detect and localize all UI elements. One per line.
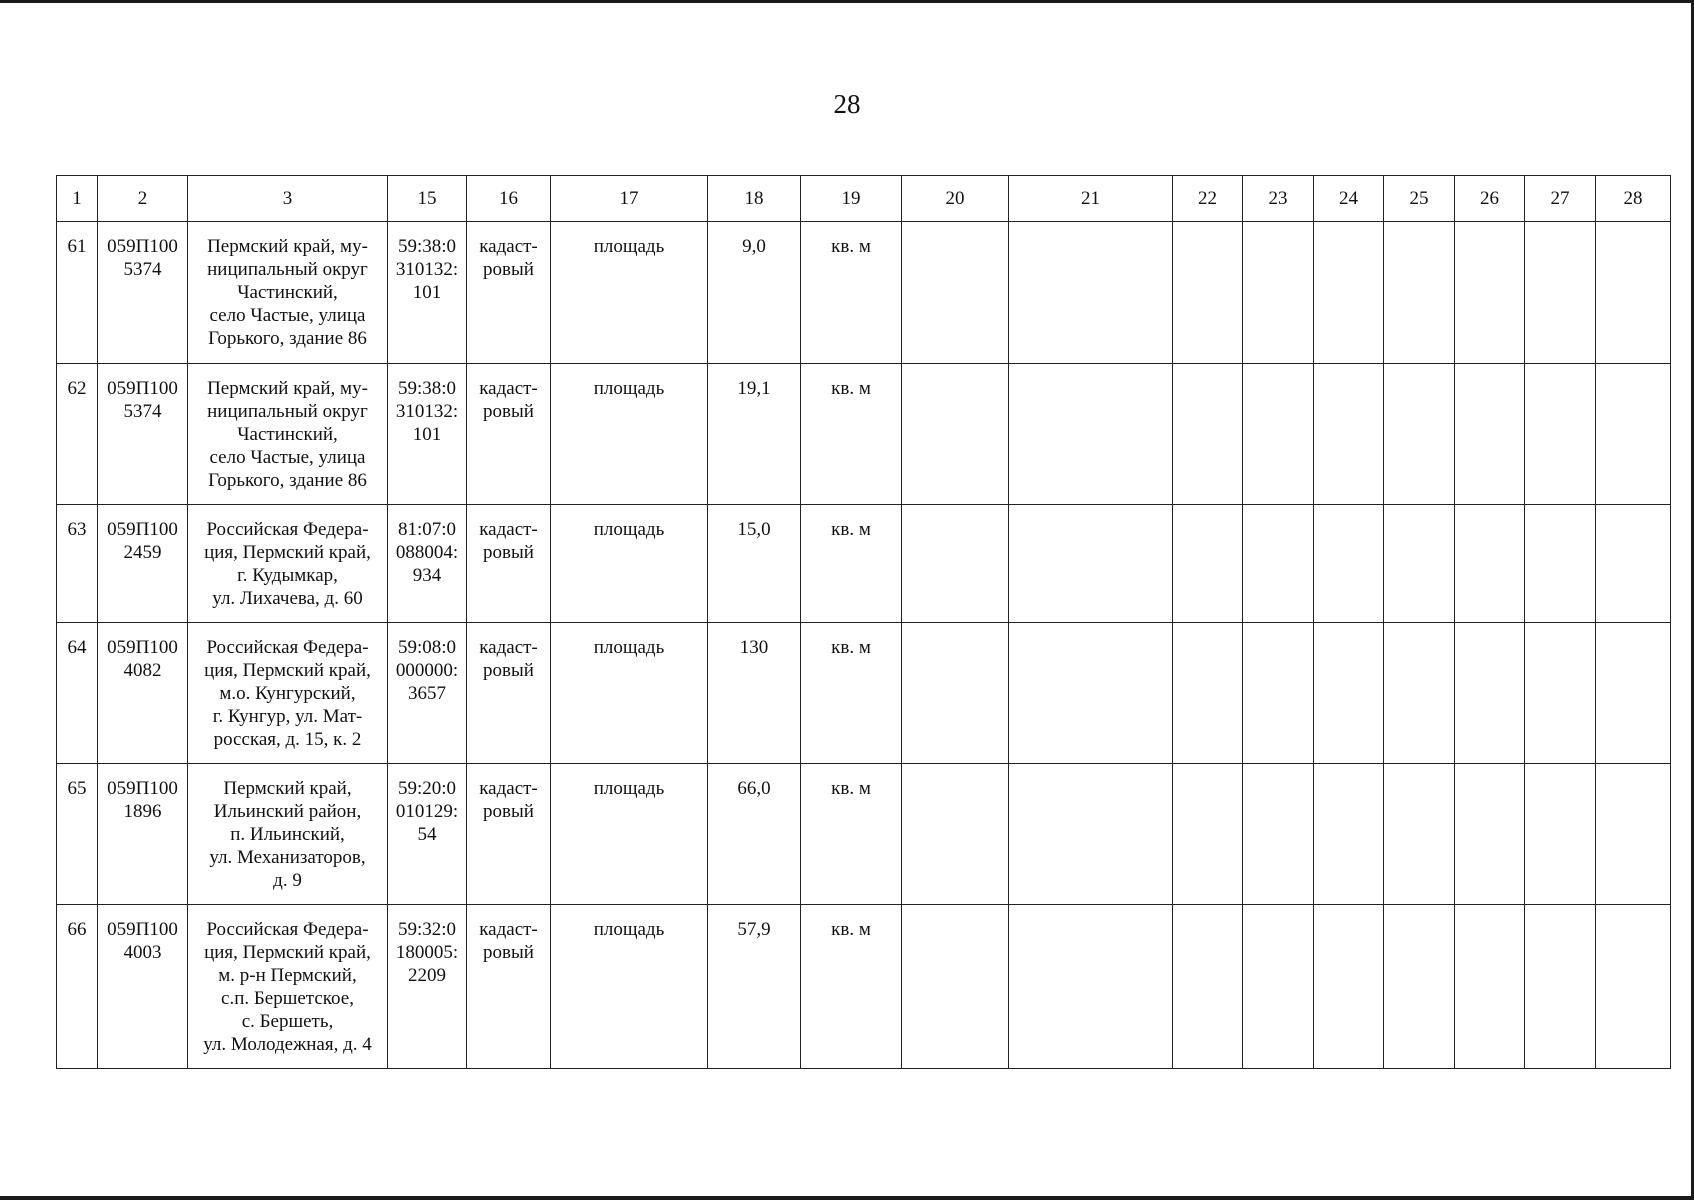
empty-cell: [1243, 623, 1314, 764]
empty-cell: [1525, 623, 1596, 764]
address: Пермский край, Ильинский район, п. Ильинский, ул. Механизаторов, д. 9: [209, 778, 366, 891]
address-cell: [188, 364, 388, 505]
row-number-cell: [57, 505, 98, 623]
unit-cell: [801, 364, 902, 505]
parameter-name: площадь: [593, 519, 665, 540]
object-code: 059П100 5374: [107, 236, 178, 280]
value-cell: [708, 623, 801, 764]
empty-cell: [1525, 764, 1596, 905]
empty-cell: [1525, 222, 1596, 364]
address-cell: [188, 623, 388, 764]
empty-cell: [1455, 623, 1525, 764]
object-code-cell: [98, 222, 188, 364]
value-cell: [708, 764, 801, 905]
row-number-cell: [57, 222, 98, 364]
parameter-type: кадаст- ровый: [479, 378, 538, 422]
empty-cell: [1525, 364, 1596, 505]
empty-cell: [1243, 364, 1314, 505]
unit-cell: [801, 222, 902, 364]
unit: кв. м: [831, 919, 871, 940]
empty-cell: [1009, 222, 1173, 364]
parameter-type: кадаст- ровый: [479, 919, 538, 963]
parameter-type: кадаст- ровый: [479, 637, 538, 681]
empty-cell: [1314, 222, 1384, 364]
parameter-type-cell: [467, 222, 551, 364]
parameter-type-cell: [467, 905, 551, 1069]
object-code-cell: [98, 364, 188, 505]
row-number: 66: [67, 919, 87, 940]
empty-cell: [1173, 764, 1243, 905]
parameter-name: площадь: [593, 637, 665, 658]
table-row: [57, 764, 1671, 905]
object-code: 059П100 4003: [107, 919, 178, 963]
empty-cell: [1314, 505, 1384, 623]
parameter-name-cell: [551, 364, 708, 505]
unit: кв. м: [831, 236, 871, 257]
empty-cell: [902, 364, 1009, 505]
row-number: 61: [67, 236, 87, 257]
cadastral-number-cell: [388, 905, 467, 1069]
parameter-name-cell: [551, 505, 708, 623]
empty-cell: [1525, 905, 1596, 1069]
empty-cell: [1596, 364, 1671, 505]
column-header: 19: [801, 176, 902, 222]
empty-cell: [1243, 905, 1314, 1069]
column-header: 17: [551, 176, 708, 222]
object-code: 059П100 1896: [107, 778, 178, 822]
empty-cell: [1243, 222, 1314, 364]
page-number: 28: [833, 89, 861, 119]
object-code: 059П100 2459: [107, 519, 178, 563]
value-cell: [708, 222, 801, 364]
empty-cell: [1596, 222, 1671, 364]
column-header: 3: [188, 176, 388, 222]
empty-cell: [1314, 764, 1384, 905]
parameter-type-cell: [467, 364, 551, 505]
column-header: 27: [1525, 176, 1596, 222]
empty-cell: [902, 764, 1009, 905]
row-number: 63: [67, 519, 87, 540]
empty-cell: [1596, 505, 1671, 623]
empty-cell: [1009, 764, 1173, 905]
cadastral-number: 59:08:0 000000: 3657: [395, 637, 459, 704]
column-header: 22: [1173, 176, 1243, 222]
parameter-value: 19,1: [737, 378, 771, 399]
parameter-value: 57,9: [737, 919, 771, 940]
address: Пермский край, му- ниципальный округ Частинский, село Частые, улица Горького, здание 86: [207, 236, 368, 349]
parameter-type-cell: [467, 764, 551, 905]
empty-cell: [1009, 364, 1173, 505]
empty-cell: [1596, 623, 1671, 764]
address: Российская Федера- ция, Пермский край, м. р-н Пермский, с.п. Бершетское, с. Бершеть, ул. Молодежная, д. 4: [203, 919, 372, 1055]
address-cell: [188, 905, 388, 1069]
parameter-type: кадаст- ровый: [479, 778, 538, 822]
unit-cell: [801, 764, 902, 905]
cadastral-number-cell: [388, 505, 467, 623]
table-row: [57, 364, 1671, 505]
empty-cell: [1173, 623, 1243, 764]
empty-cell: [1455, 364, 1525, 505]
empty-cell: [1314, 364, 1384, 505]
value-cell: [708, 364, 801, 505]
empty-cell: [1243, 764, 1314, 905]
row-number-cell: [57, 623, 98, 764]
row-number: 64: [67, 637, 87, 658]
empty-cell: [1455, 764, 1525, 905]
empty-cell: [1243, 505, 1314, 623]
empty-cell: [1596, 905, 1671, 1069]
empty-cell: [1384, 505, 1455, 623]
empty-cell: [1384, 623, 1455, 764]
empty-cell: [1314, 905, 1384, 1069]
parameter-name: площадь: [593, 378, 665, 399]
column-header: 1: [57, 176, 98, 222]
column-header: 21: [1009, 176, 1173, 222]
cadastral-number: 59:38:0 310132: 101: [395, 378, 459, 445]
empty-cell: [902, 905, 1009, 1069]
table-row: [57, 623, 1671, 764]
table-row: [57, 905, 1671, 1069]
registry-table: [56, 175, 1671, 1069]
empty-cell: [1455, 505, 1525, 623]
empty-cell: [1455, 905, 1525, 1069]
cadastral-number: 59:38:0 310132: 101: [395, 236, 459, 303]
scan-edge-bottom: [0, 1196, 1694, 1200]
address: Пермский край, му- ниципальный округ Частинский, село Частые, улица Горького, здание 86: [207, 378, 368, 491]
empty-cell: [1384, 764, 1455, 905]
parameter-type-cell: [467, 623, 551, 764]
empty-cell: [1173, 364, 1243, 505]
row-number-cell: [57, 905, 98, 1069]
empty-cell: [1384, 905, 1455, 1069]
cadastral-number: 59:32:0 180005: 2209: [395, 919, 459, 986]
address: Российская Федера- ция, Пермский край, г. Кудымкар, ул. Лихачева, д. 60: [204, 519, 371, 609]
address-cell: [188, 764, 388, 905]
empty-cell: [1384, 222, 1455, 364]
empty-cell: [1173, 505, 1243, 623]
value-cell: [708, 905, 801, 1069]
column-header: 26: [1455, 176, 1525, 222]
empty-cell: [1009, 905, 1173, 1069]
empty-cell: [1596, 764, 1671, 905]
empty-cell: [1009, 505, 1173, 623]
unit-cell: [801, 905, 902, 1069]
parameter-type: кадаст- ровый: [479, 519, 538, 563]
empty-cell: [902, 623, 1009, 764]
parameter-value: 130: [739, 637, 769, 658]
row-number-cell: [57, 764, 98, 905]
cadastral-number-cell: [388, 764, 467, 905]
parameter-name-cell: [551, 905, 708, 1069]
object-code-cell: [98, 905, 188, 1069]
header-row: [57, 176, 1671, 222]
parameter-name-cell: [551, 764, 708, 905]
column-header: 15: [388, 176, 467, 222]
table-row: [57, 222, 1671, 364]
scan-edge-top: [0, 0, 1694, 3]
row-number: 62: [67, 378, 87, 399]
object-code-cell: [98, 764, 188, 905]
address-cell: [188, 505, 388, 623]
column-header: 18: [708, 176, 801, 222]
unit: кв. м: [831, 637, 871, 658]
parameter-name: площадь: [593, 919, 665, 940]
cadastral-number-cell: [388, 364, 467, 505]
empty-cell: [902, 505, 1009, 623]
parameter-type-cell: [467, 505, 551, 623]
cadastral-number: 81:07:0 088004: 934: [395, 519, 459, 586]
column-header: 28: [1596, 176, 1671, 222]
parameter-name-cell: [551, 623, 708, 764]
empty-cell: [1525, 505, 1596, 623]
empty-cell: [1384, 364, 1455, 505]
parameter-value: 66,0: [737, 778, 771, 799]
object-code-cell: [98, 623, 188, 764]
column-header: 24: [1314, 176, 1384, 222]
parameter-name: площадь: [593, 236, 665, 257]
row-number: 65: [67, 778, 87, 799]
parameter-value: 15,0: [737, 519, 771, 540]
table-row: [57, 505, 1671, 623]
parameter-type: кадаст- ровый: [479, 236, 538, 280]
unit: кв. м: [831, 378, 871, 399]
cadastral-number: 59:20:0 010129: 54: [395, 778, 459, 845]
column-header: 20: [902, 176, 1009, 222]
cadastral-number-cell: [388, 623, 467, 764]
cadastral-number-cell: [388, 222, 467, 364]
empty-cell: [902, 222, 1009, 364]
empty-cell: [1173, 905, 1243, 1069]
unit-cell: [801, 505, 902, 623]
object-code: 059П100 5374: [107, 378, 178, 422]
value-cell: [708, 505, 801, 623]
unit: кв. м: [831, 778, 871, 799]
row-number-cell: [57, 364, 98, 505]
column-header: 16: [467, 176, 551, 222]
address-cell: [188, 222, 388, 364]
unit: кв. м: [831, 519, 871, 540]
column-header: 25: [1384, 176, 1455, 222]
column-header: 23: [1243, 176, 1314, 222]
address: Российская Федера- ция, Пермский край, м.о. Кунгурский, г. Кунгур, ул. Мат- росская, д. 15, к. 2: [204, 637, 371, 750]
empty-cell: [1455, 222, 1525, 364]
parameter-value: 9,0: [742, 236, 766, 257]
unit-cell: [801, 623, 902, 764]
parameter-name: площадь: [593, 778, 665, 799]
object-code-cell: [98, 505, 188, 623]
object-code: 059П100 4082: [107, 637, 178, 681]
empty-cell: [1009, 623, 1173, 764]
empty-cell: [1173, 222, 1243, 364]
column-header: 2: [98, 176, 188, 222]
empty-cell: [1314, 623, 1384, 764]
parameter-name-cell: [551, 222, 708, 364]
